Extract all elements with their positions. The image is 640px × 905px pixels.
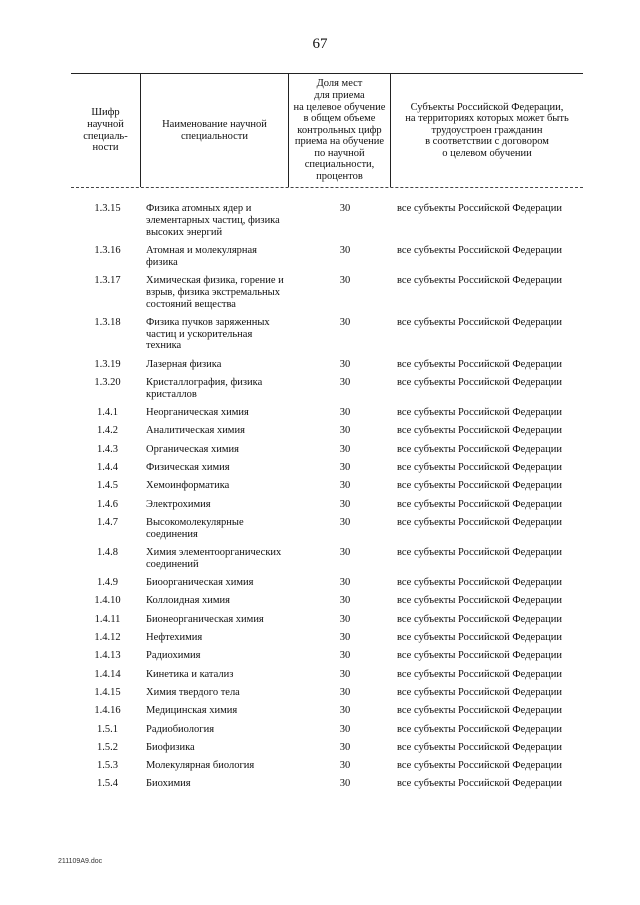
row-name: Медицинская химия [146,705,238,717]
row-code: 1.4.7 [97,516,118,528]
row-share: 30 [339,316,351,328]
row-subjects: все субъекты Российской Федерации [397,316,562,328]
row-share: 30 [339,632,351,644]
row-subjects: все субъекты Российской Федерации [397,516,562,528]
table-row [71,275,583,310]
row-name: Коллоидная химия [146,595,230,607]
row-name: Химия элементоорганических соединений [146,547,282,570]
row-name: Кристаллография, физика кристаллов [146,377,263,400]
table-row [71,547,583,571]
row-share: 30 [339,613,351,625]
row-share: 30 [339,425,351,437]
row-name: Кинетика и катализ [146,668,234,680]
row-share: 30 [339,686,351,698]
row-subjects: все субъекты Российской Федерации [397,668,562,680]
table-row [71,359,583,371]
table-row [71,595,583,607]
header-code-cell [71,74,141,187]
table-row [71,705,583,717]
row-code: 1.4.2 [97,425,118,437]
row-subjects: все субъекты Российской Федерации [397,741,562,753]
table-row [71,444,583,456]
row-code: 1.3.17 [94,274,121,286]
row-code: 1.4.12 [94,632,121,644]
row-subjects: все субъекты Российской Федерации [397,778,562,790]
table-body [71,203,583,797]
row-code: 1.5.2 [97,741,118,753]
row-share: 30 [339,705,351,717]
table-row [71,425,583,437]
row-subjects: все субъекты Российской Федерации [397,686,562,698]
row-name: Нефтехимия [146,632,203,644]
row-code: 1.4.6 [97,498,118,510]
row-share: 30 [339,462,351,474]
row-code: 1.5.3 [97,760,118,772]
row-name: Хемоинформатика [146,480,230,492]
row-subjects: все субъекты Российской Федерации [397,480,562,492]
row-subjects: все субъекты Российской Федерации [397,577,562,589]
row-share: 30 [339,668,351,680]
row-code: 1.3.18 [94,316,121,328]
header-share-cell [289,74,391,187]
row-name: Биоорганическая химия [146,577,254,589]
table-row [71,669,583,681]
row-subjects: все субъекты Российской Федерации [397,203,562,214]
row-share: 30 [339,407,351,419]
row-subjects: все субъекты Российской Федерации [397,632,562,644]
row-share: 30 [339,650,351,662]
header-subjects: Субъекты Российской Федерации, на территориях которых может быть трудоустроен гражданин в соответствии с договором о целевом обучении [405,101,569,159]
table-row [71,245,583,269]
table-row [71,499,583,511]
table-row [71,760,583,772]
table-row [71,377,583,401]
row-code: 1.3.15 [94,203,121,214]
row-subjects: все субъекты Российской Федерации [397,358,562,370]
row-subjects: все субъекты Российской Федерации [397,595,562,607]
table-row [71,203,583,238]
row-name: Неорганическая химия [146,407,249,419]
row-subjects: все субъекты Российской Федерации [397,377,562,389]
row-code: 1.3.19 [94,358,121,370]
row-share: 30 [339,377,351,389]
row-name: Высокомолекулярные соединения [146,516,244,540]
row-share: 30 [339,274,351,286]
row-share: 30 [339,741,351,753]
row-subjects: все субъекты Российской Федерации [397,498,562,510]
row-share: 30 [339,595,351,607]
row-code: 1.4.10 [94,595,121,607]
row-code: 1.5.1 [97,723,118,735]
row-name: Химия твердого тела [146,686,240,698]
row-subjects: все субъекты Российской Федерации [397,462,562,474]
row-share: 30 [339,547,351,559]
row-share: 30 [339,577,351,589]
row-code: 1.4.16 [94,705,121,717]
table-row [71,724,583,736]
row-subjects: все субъекты Российской Федерации [397,760,562,772]
row-name: Электрохимия [146,498,211,510]
row-share: 30 [339,443,351,455]
header-code: Шифр научной специаль- ности [83,107,128,154]
row-share: 30 [339,203,351,214]
table-row [71,632,583,644]
header-share: Доля мест для приема на целевое обучение в общем объеме контрольных цифр приема на обучение по научной специальности, процентов [293,78,386,183]
table-row [71,650,583,662]
row-code: 1.4.3 [97,443,118,455]
table-row [71,742,583,754]
row-subjects: все субъекты Российской Федерации [397,244,562,256]
row-subjects: все субъекты Российской Федерации [397,425,562,437]
header-name-cell [141,74,289,187]
row-share: 30 [339,244,351,256]
row-subjects: все субъекты Российской Федерации [397,547,562,559]
row-subjects: все субъекты Российской Федерации [397,613,562,625]
row-name: Органическая химия [146,443,239,455]
row-name: Радиохимия [146,650,201,662]
table-row [71,517,583,541]
row-subjects: все субъекты Российской Федерации [397,274,562,286]
row-share: 30 [339,760,351,772]
row-name: Физика пучков заряженных частиц и ускорительная техника [146,316,270,352]
row-name: Атомная и молекулярная физика [146,244,258,268]
row-code: 1.4.14 [94,668,121,680]
header-subjects-cell [391,74,583,187]
table-row [71,577,583,589]
row-name: Молекулярная биология [146,760,255,772]
row-name: Физика атомных ядер и элементарных частиц, физика высоких энергий [146,203,280,238]
row-code: 1.4.11 [94,613,121,625]
row-code: 1.4.15 [94,686,121,698]
header-name: Наименование научной специальности [162,118,267,142]
row-code: 1.4.5 [97,480,118,492]
footer-filename: 211109A9.doc [58,858,103,865]
row-share: 30 [339,516,351,528]
row-name: Биохимия [146,778,191,790]
table-row [71,462,583,474]
row-code: 1.3.20 [94,377,121,389]
row-code: 1.3.16 [94,244,121,256]
row-subjects: все субъекты Российской Федерации [397,407,562,419]
table-row [71,317,583,352]
table-row [71,407,583,419]
row-share: 30 [339,778,351,790]
row-name: Аналитическая химия [146,425,245,437]
row-code: 1.4.4 [97,462,118,474]
table-row [71,687,583,699]
table-row [71,614,583,626]
row-code: 1.5.4 [97,778,118,790]
row-name: Радиобиология [146,723,215,735]
row-subjects: все субъекты Российской Федерации [397,723,562,735]
row-code: 1.4.8 [97,547,118,559]
row-share: 30 [339,723,351,735]
row-name: Лазерная физика [146,358,222,370]
row-code: 1.4.13 [94,650,121,662]
row-share: 30 [339,498,351,510]
row-subjects: все субъекты Российской Федерации [397,443,562,455]
row-name: Биофизика [146,741,195,753]
row-subjects: все субъекты Российской Федерации [397,650,562,662]
table-row [71,778,583,790]
row-name: Физическая химия [146,462,230,474]
row-share: 30 [339,358,351,370]
page-number: 67 [312,36,328,52]
row-share: 30 [339,480,351,492]
row-code: 1.4.1 [97,407,118,419]
row-code: 1.4.9 [97,577,118,589]
row-name: Химическая физика, горение и взрыв, физика экстремальных состояний вещества [146,274,284,310]
table-row [71,480,583,492]
row-subjects: все субъекты Российской Федерации [397,705,562,717]
table-header [71,73,583,188]
row-name: Бионеорганическая химия [146,613,264,625]
